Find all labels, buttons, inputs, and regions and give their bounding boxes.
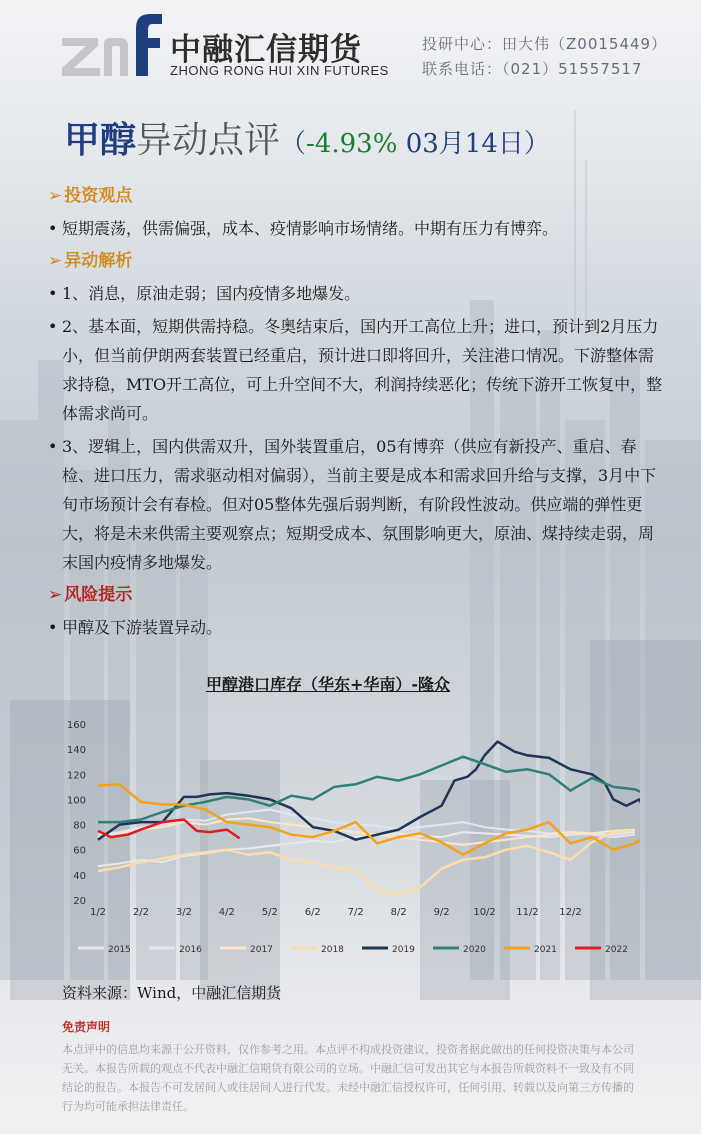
contact-info [422,32,667,82]
legend-label-2020: 2020 [463,945,486,955]
data-source: 资料来源：Wind，中融汇信期货 [62,984,282,1002]
arrow-icon: ➢ [48,186,63,206]
x-tick-label: 7/2 [347,907,364,918]
analyst-line: 投研中心：田大伟（Z0015449） [422,35,668,53]
bullet-icon: • [48,317,58,336]
series-line-2020 [98,757,640,822]
x-tick-label: 6/2 [304,907,321,918]
legend-label-2018: 2018 [321,945,344,955]
x-tick-label: 10/2 [473,907,496,918]
x-tick-label: 5/2 [261,907,278,918]
legend-label-2021: 2021 [534,945,557,955]
title-product: 甲醇 [64,120,137,161]
page-header [0,0,701,92]
y-tick-label: 20 [73,896,86,907]
y-tick-label: 80 [73,820,86,832]
x-tick-label: 3/2 [175,907,192,918]
x-tick-label: 8/2 [390,907,407,918]
list-item: • 3、逻辑上，国内供需双升，国外装置重启，05有博弈（供应有新投产、重启、春检、进口压力，需求驱动相对偏弱），当前主要是成本和需求回升给与支撑，3月中下旬市场预计会有春检。但对05整体先强后弱判断，有阶段性波动。供应端的弹性更大，将是未来供需主要观察点；短期受成本、氛围影响更大，原油、煤持续走弱，周末国内疫情多地爆发。 [48,432,668,577]
section-heading-analysis: ➢ 异动解析 [48,251,133,271]
y-tick-label: 100 [66,795,86,807]
list-item: • 甲醇及下游装置异动。 [48,613,668,642]
y-tick-label: 40 [73,870,86,882]
title-topic: 异动点评 [136,120,281,161]
company-name-cn: 中融汇信期货 [170,32,362,68]
list-item: • 2、基本面，短期供需持稳。冬奥结束后，国内开工高位上升；进口，预计到2月压力小，但当前伊朗两套装置已经重启，预计进口即将回升，关注港口情况。下游整体需求持稳，MTO开工高位，可上升空间不大，利润持续恶化；传统下游开工恢复中，整体需求尚可。 [48,312,668,428]
x-tick-label: 9/2 [433,907,450,918]
y-tick-label: 160 [66,720,86,731]
company-name-en: ZHONG RONG HUI XIN FUTURES [170,63,389,78]
legend-label-2016: 2016 [179,945,202,955]
title-paren-open: （ [280,129,307,159]
title-change: -4.93% [306,129,398,159]
legend-label-2022: 2022 [605,945,628,955]
report-body [48,178,668,646]
disclaimer-title: 免责声明 [62,1020,111,1034]
title-date: 03月14日 [397,129,524,159]
arrow-icon: ➢ [48,251,63,271]
section-heading-risk: ➢ 风险提示 [48,585,133,605]
list-item: • 1、消息，原油走弱；国内疫情多地爆发。 [48,279,668,308]
bullet-icon: • [48,618,58,637]
title-paren-close: ） [523,129,550,159]
y-tick-label: 140 [66,745,86,757]
x-tick-label: 11/2 [516,907,539,918]
bullet-icon: • [48,437,58,456]
section-heading-view: ➢ 投资观点 [48,186,133,206]
legend-label-2017: 2017 [250,945,273,955]
y-tick-label: 120 [66,770,86,782]
arrow-icon: ➢ [48,585,63,605]
x-tick-label: 4/2 [218,907,235,918]
chart-title: 甲醇港口库存（华东+华南）-隆众 [206,675,451,694]
x-tick-label: 1/2 [89,907,107,918]
legend-label-2019: 2019 [392,945,415,955]
company-logo-mark [58,10,162,82]
page-title [64,112,550,163]
phone-line: 联系电话：（021）51557517 [422,60,643,78]
y-tick-label: 60 [73,845,86,857]
inventory-line-chart [60,710,640,970]
bullet-icon: • [48,219,58,238]
list-item: • 短期震荡，供需偏强，成本、疫情影响市场情绪。中期有压力有博弈。 [48,214,668,243]
x-tick-label: 2/2 [132,907,149,918]
legend-label-2015: 2015 [108,945,131,955]
disclaimer-text: 本点评中的信息均来源于公开资料，仅作参考之用。本点评不构成投资建议，投资者据此做出的任何投资决策与本公司无关。本报告所载的观点不代表中融汇信期货有限公司的立场。中融汇信可发出其它与本报告所载资料不一致及有不同结论的报告。本报告不可发居间人或往居间人进行代发。未经中融汇信授权许可，任何引用、转载以及向第三方传播的行为均可能承担法律责任。 [62,1043,634,1113]
x-tick-label: 12/2 [559,907,582,918]
bullet-icon: • [48,284,58,303]
series-line-2018 [98,831,635,894]
